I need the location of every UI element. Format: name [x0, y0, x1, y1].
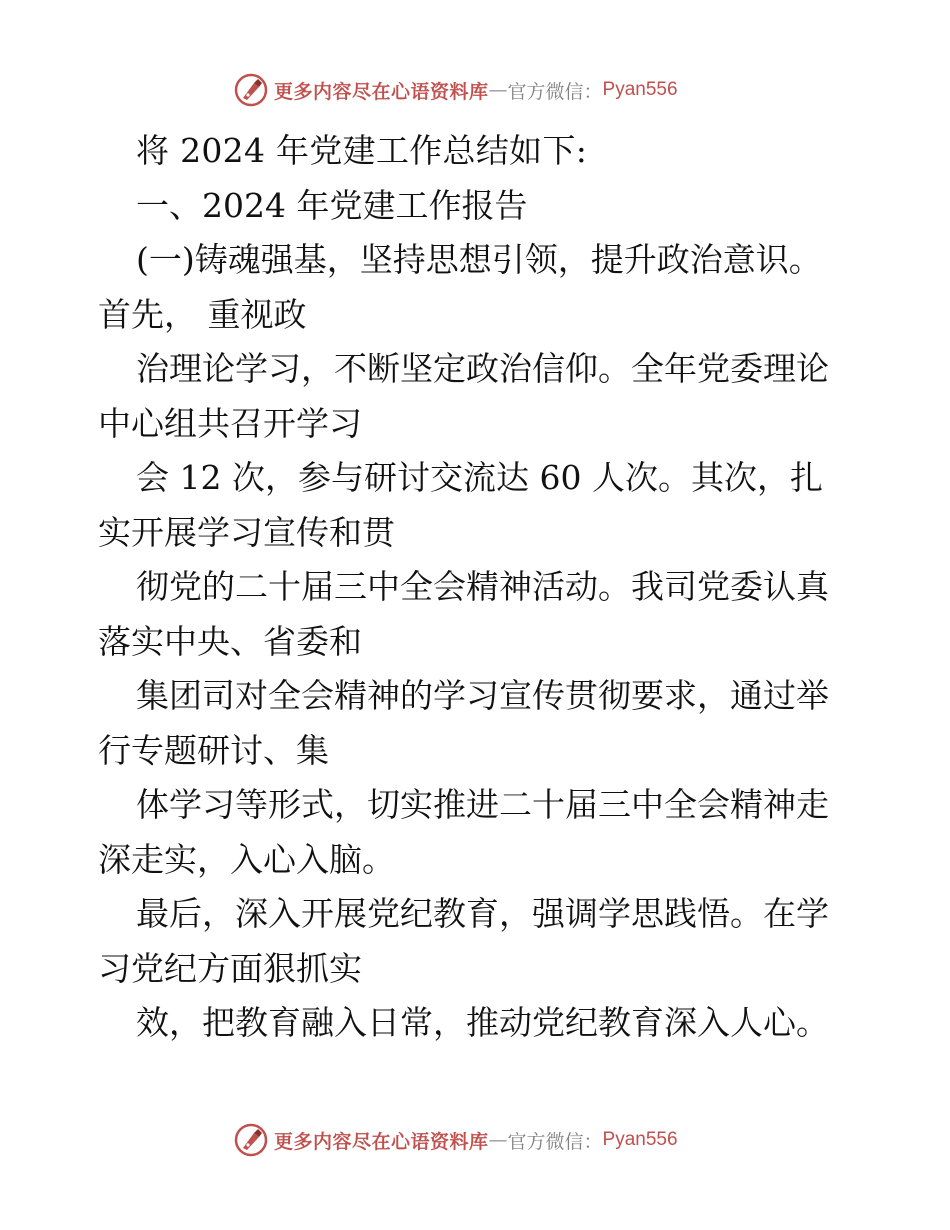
text-line: 行专题研讨、集 [98, 730, 329, 770]
text-line: 习党纪方面狠抓实 [98, 948, 362, 988]
banner-code: Pyan556 [602, 79, 678, 100]
text-line: 体学习等形式，切实推进二十届三中全会精神走 [136, 785, 829, 824]
banner-text: 更多内容尽在心语资料库 [274, 80, 489, 103]
banner-label: 官方微信： [507, 80, 603, 103]
text-line: 一、2024 年党建工作报告 [136, 185, 528, 225]
text-line: 落实中央、省委和 [98, 621, 362, 661]
text-line: 首先， 重视政 [98, 294, 307, 334]
text-line: 会 12 次，参与研讨交流达 60 人次。其次，扎 [136, 458, 823, 497]
text-line: 深走实，入心入脑。 [98, 839, 395, 879]
text-line: 中心组共召开学习 [98, 403, 362, 443]
text-line: 效，把教育融入日常，推动党纪教育深入人心。 [136, 1003, 829, 1042]
document-body [98, 124, 858, 1051]
footer-banner [234, 1122, 678, 1158]
text-line: 治理论学习，不断坚定政治信仰。全年党委理论 [136, 349, 829, 388]
banner-text: 更多内容尽在心语资料库 [274, 1130, 489, 1153]
pen-nib-icon [234, 1123, 268, 1157]
text-line: 实开展学习宣传和贯 [98, 512, 395, 552]
header-banner [234, 72, 678, 108]
banner-separator: — [488, 1129, 508, 1151]
text-line: 最后，深入开展党纪教育，强调学思践悟。在学 [136, 894, 829, 933]
text-line: (一)铸魂强基，坚持思想引领，提升政治意识。 [136, 240, 822, 279]
text-line: 集团司对全会精神的学习宣传贯彻要求，通过举 [136, 676, 829, 715]
text-line: 彻党的二十届三中全会精神活动。我司党委认真 [136, 567, 829, 606]
banner-code: Pyan556 [602, 1129, 678, 1150]
banner-separator: — [488, 79, 508, 101]
banner-label: 官方微信： [507, 1130, 603, 1153]
text-line: 将 2024 年党建工作总结如下: [136, 131, 588, 170]
pen-nib-icon [234, 73, 268, 107]
